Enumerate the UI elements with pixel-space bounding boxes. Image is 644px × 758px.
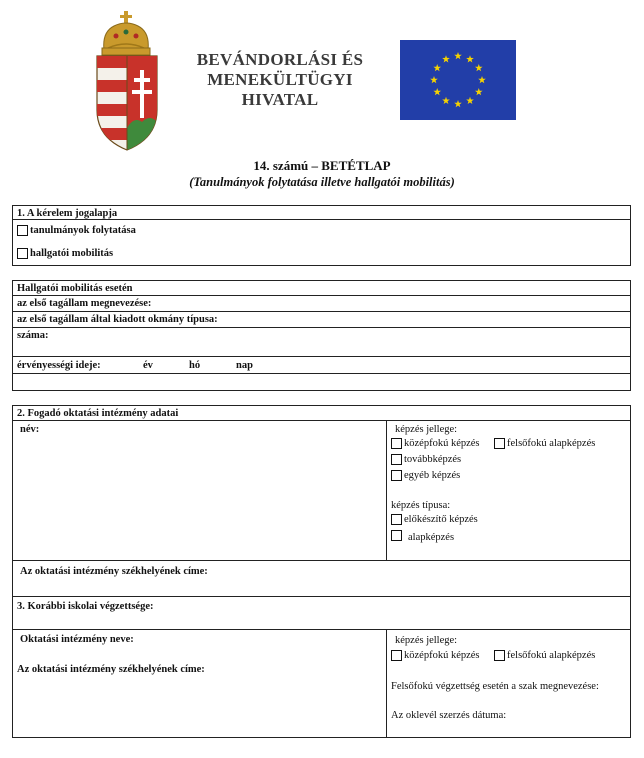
divider [386, 420, 387, 560]
mobility-heading: Hallgatói mobilitás esetén [17, 283, 133, 294]
other-training-label: egyéb képzés [404, 470, 461, 481]
hallgatoi-mobilitas-checkbox[interactable] [17, 248, 28, 259]
higher-basic-training-label: felsőfokú alapképzés [507, 438, 596, 449]
document-number-label: száma: [17, 330, 49, 341]
form-title: 14. számú – BETÉTLAP [253, 158, 391, 173]
agency-name-line1: BEVÁNDORLÁSI ÉS [196, 50, 364, 69]
document-type-label: az első tagállam által kiadott okmány típusa: [17, 314, 218, 325]
member-state-label: az első tagállam megnevezése: [17, 298, 152, 309]
institution-name-label: név: [20, 424, 40, 435]
major-name-label: Felsőfokú végzettség esetén a szak megnevezése: [391, 681, 599, 692]
diploma-date-label: Az oklevél szerzés dátuma: [391, 710, 507, 721]
previous-higher-basic-checkbox[interactable] [494, 650, 505, 661]
eu-flag-icon [400, 40, 516, 120]
divider [12, 295, 631, 296]
mobility-box [12, 280, 631, 391]
divider [12, 373, 631, 374]
previous-institution-address-label: Az oktatási intézmény székhelyének címe: [17, 664, 205, 675]
secondary-training-label: középfokú képzés [404, 438, 480, 449]
validity-day-label: nap [236, 360, 253, 371]
other-training-checkbox[interactable] [391, 470, 402, 481]
previous-training-nature-label: képzés jellege: [395, 635, 458, 646]
basic-training-checkbox[interactable] [391, 530, 402, 541]
previous-secondary-checkbox[interactable] [391, 650, 402, 661]
validity-year-label: év [143, 360, 153, 371]
preparatory-training-checkbox[interactable] [391, 514, 402, 525]
divider [12, 311, 631, 312]
divider [12, 420, 631, 421]
secondary-training-checkbox[interactable] [391, 438, 402, 449]
validity-label: érvényességi ideje: [17, 360, 101, 371]
preparatory-training-label: előkészítő képzés [404, 514, 478, 525]
coat-of-arms-icon [94, 10, 160, 152]
divider [12, 629, 631, 630]
training-type-label: képzés típusa: [391, 500, 451, 511]
divider [12, 327, 631, 328]
previous-secondary-label: középfokú képzés [404, 650, 480, 661]
tanulmanyok-label: tanulmányok folytatása [30, 225, 136, 236]
agency-name-line2: MENEKÜLTÜGYI [207, 70, 353, 89]
previous-higher-basic-label: felsőfokú alapképzés [507, 650, 596, 661]
higher-basic-training-checkbox[interactable] [494, 438, 505, 449]
validity-month-label: hó [189, 360, 201, 371]
training-nature-label: képzés jellege: [395, 424, 458, 435]
section1-heading: 1. A kérelem jogalapja [17, 208, 118, 219]
previous-institution-name-label: Oktatási intézmény neve: [20, 634, 134, 645]
agency-name [180, 50, 380, 110]
basic-training-label: alapképzés [408, 532, 455, 543]
section3-heading: 3. Korábbi iskolai végzettsége: [17, 601, 154, 612]
divider [12, 356, 631, 357]
tanulmanyok-checkbox[interactable] [17, 225, 28, 236]
institution-address-label: Az oktatási intézmény székhelyének címe: [20, 566, 208, 577]
agency-name-line3: HIVATAL [241, 90, 319, 109]
divider [12, 596, 631, 597]
further-training-checkbox[interactable] [391, 454, 402, 465]
form-subtitle: (Tanulmányok folytatása illetve hallgatói mobilitás) [189, 175, 455, 189]
divider [12, 560, 631, 561]
divider [386, 629, 387, 738]
further-training-label: továbbképzés [404, 454, 462, 465]
hallgatoi-mobilitas-label: hallgatói mobilitás [30, 248, 114, 259]
section2-heading: 2. Fogadó oktatási intézmény adatai [17, 408, 179, 419]
